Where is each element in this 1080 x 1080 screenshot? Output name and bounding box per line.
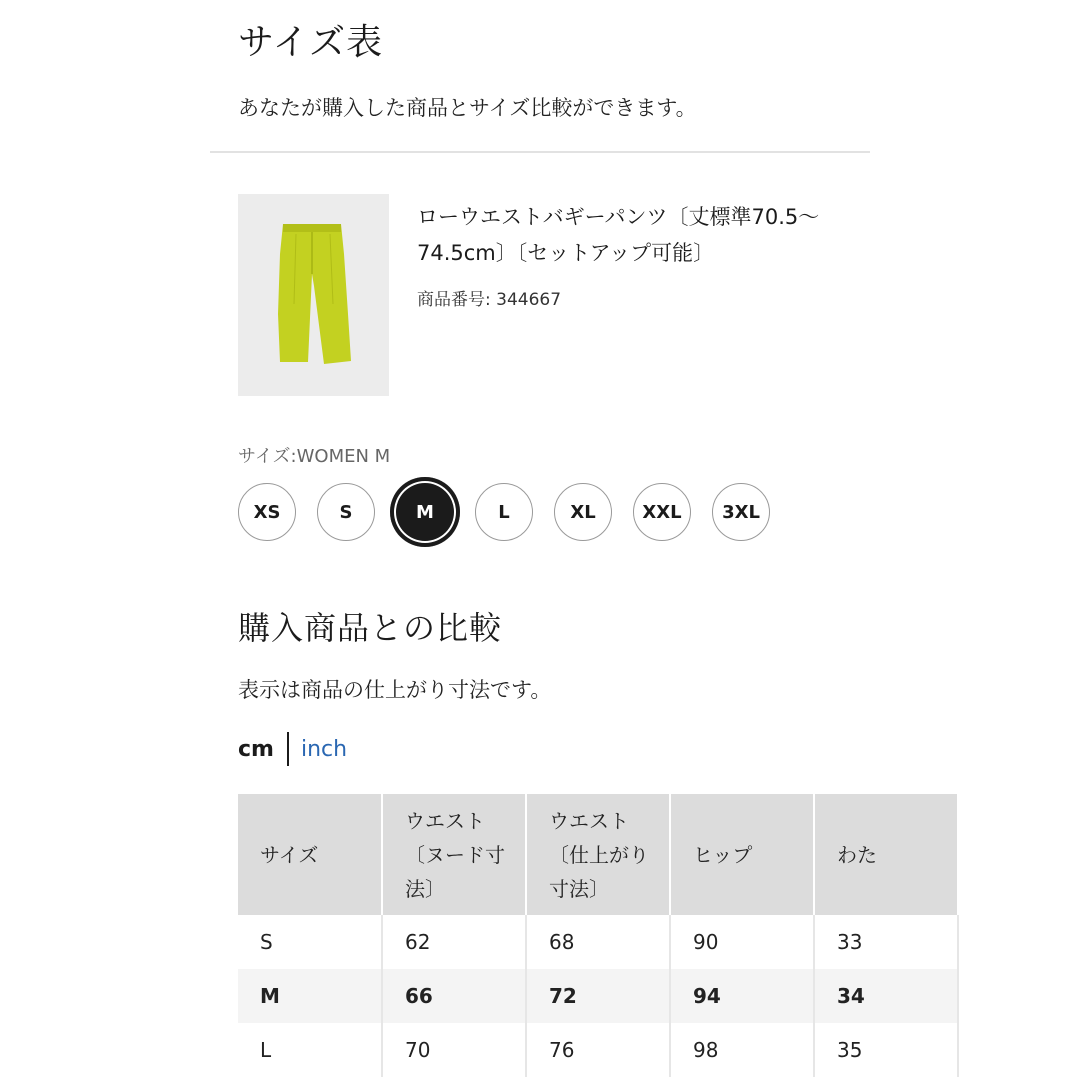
product-number: [417, 285, 561, 310]
size-current: [238, 442, 390, 468]
table-cell: M: [238, 969, 382, 1023]
comparison-heading: 購入商品との比較: [238, 609, 503, 647]
col-header-waist-nude: ウエスト〔ヌード寸法〕: [382, 794, 526, 915]
table-cell: 76: [526, 1023, 670, 1077]
table-cell: 68: [526, 915, 670, 969]
comparison-note: 表示は商品の仕上がり寸法です。: [238, 678, 552, 702]
table-header-row: [238, 794, 958, 915]
pants-image: [238, 194, 389, 396]
table-row: [238, 915, 958, 969]
product-number-value: 344667: [496, 290, 562, 310]
size-selector: [238, 483, 770, 547]
col-header-hip: ヒップ: [670, 794, 814, 915]
page-subtitle: あなたが購入した商品とサイズ比較ができます。: [238, 96, 697, 120]
table-cell: 70: [382, 1023, 526, 1077]
size-option-xl[interactable]: XL: [554, 483, 612, 541]
page-title: サイズ表: [238, 22, 384, 63]
table-cell: 62: [382, 915, 526, 969]
product-number-label: 商品番号:: [417, 290, 497, 310]
table-cell: S: [238, 915, 382, 969]
size-option-3xl[interactable]: 3XL: [712, 483, 770, 541]
divider: [210, 151, 870, 153]
size-label: サイズ:: [238, 446, 297, 467]
unit-toggle: [238, 732, 347, 766]
size-option-l[interactable]: L: [475, 483, 533, 541]
size-option-s[interactable]: S: [317, 483, 375, 541]
table-cell: 94: [670, 969, 814, 1023]
product-image: [238, 194, 389, 396]
table-cell: 98: [670, 1023, 814, 1077]
size-option-m[interactable]: M: [390, 477, 460, 547]
size-option-xs[interactable]: XS: [238, 483, 296, 541]
table-row: [238, 1023, 958, 1077]
size-table-container[interactable]: [238, 794, 877, 1080]
unit-inch-tab[interactable]: inch: [300, 736, 348, 762]
table-cell: 34: [814, 969, 958, 1023]
table-cell: L: [238, 1023, 382, 1077]
table-cell: 66: [382, 969, 526, 1023]
product-name: ローウエストバギーパンツ〔丈標準70.5〜74.5cm〕〔セットアップ可能〕: [417, 205, 820, 265]
table-cell: 72: [526, 969, 670, 1023]
unit-separator: [287, 732, 289, 766]
table-row-selected: [238, 969, 958, 1023]
size-option-xxl[interactable]: XXL: [633, 483, 691, 541]
size-table: [238, 794, 959, 1077]
unit-cm-tab[interactable]: cm: [238, 736, 274, 762]
table-cell: 35: [814, 1023, 958, 1077]
size-current-value: WOMEN M: [296, 446, 391, 467]
col-header-waist-finished: ウエスト〔仕上がり寸法〕: [526, 794, 670, 915]
table-cell: 90: [670, 915, 814, 969]
col-header-cutoff: わた: [814, 794, 958, 915]
table-cell: 33: [814, 915, 958, 969]
col-header-size: サイズ: [238, 794, 382, 915]
